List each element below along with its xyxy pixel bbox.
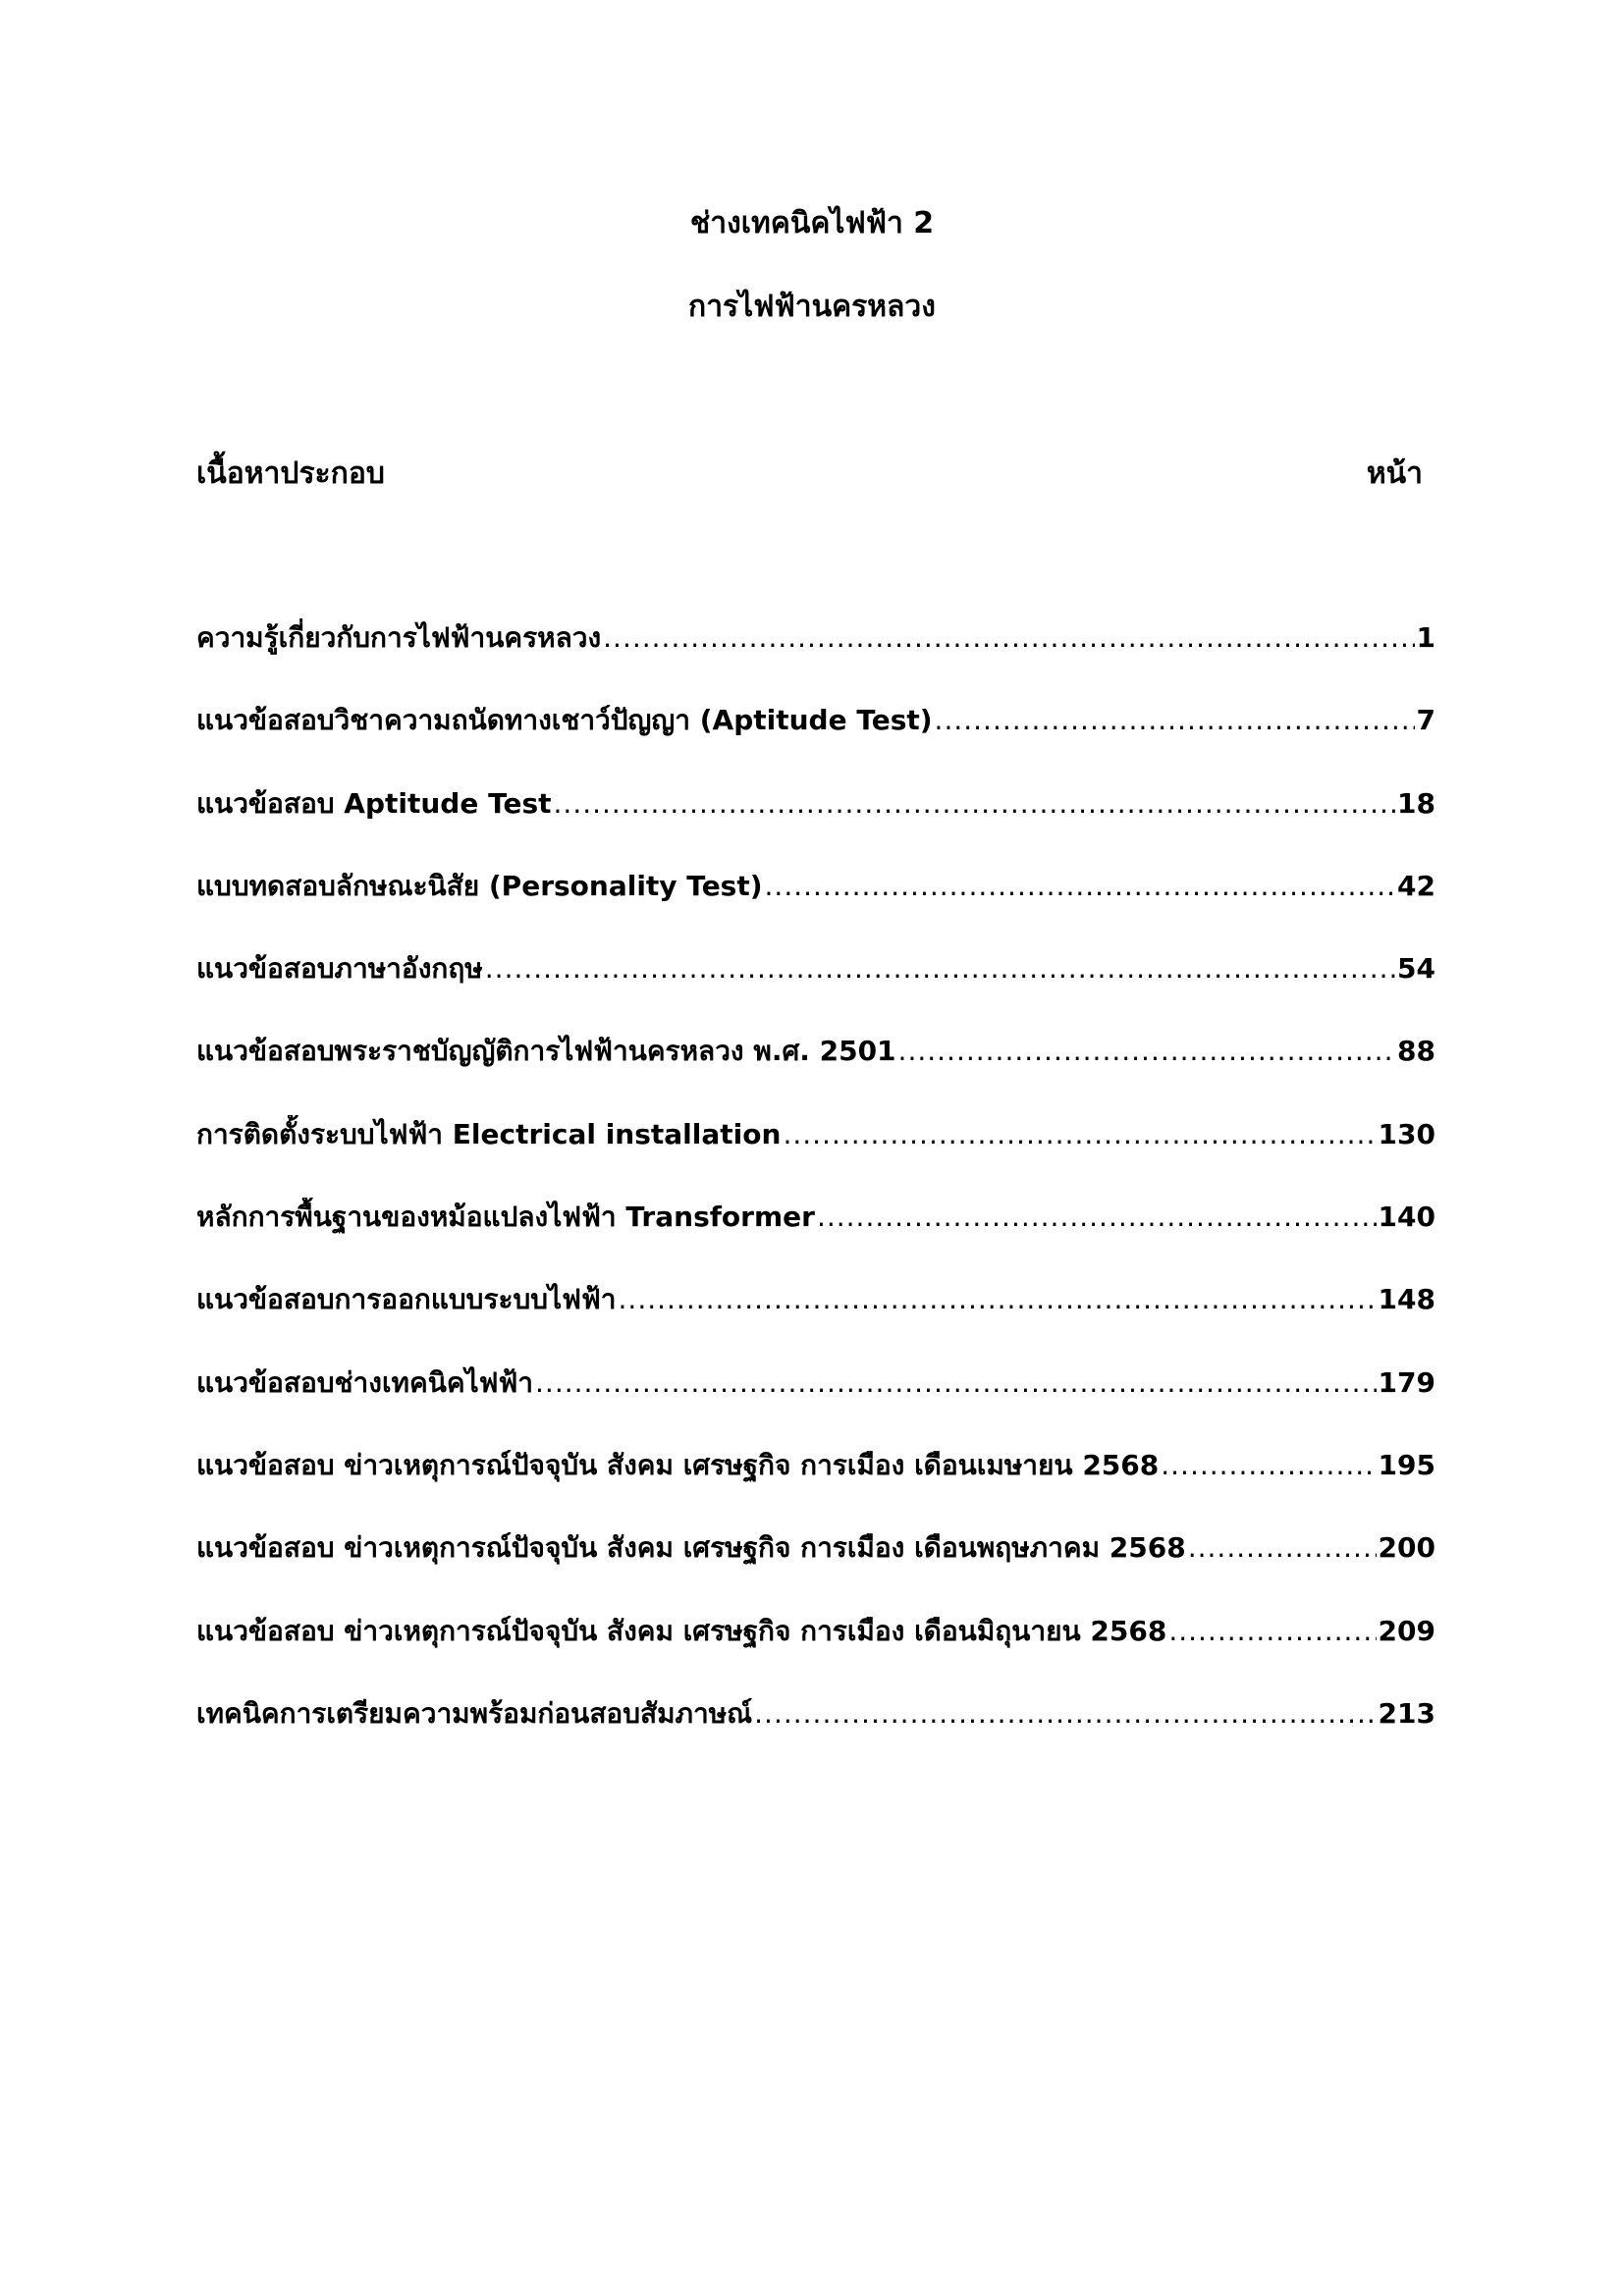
toc-contents-label: เนื้อหาประกอบ xyxy=(196,456,385,491)
toc-entry-title: แนวข้อสอบ ข่าวเหตุการณ์ปัจจุบัน สังคม เศรษฐกิจ การเมือง เดือนพฤษภาคม 2568 xyxy=(196,1531,1186,1565)
document-title: ช่างเทคนิคไฟฟ้า 2 xyxy=(689,206,935,240)
toc-entry-page: 213 xyxy=(1378,1696,1435,1730)
toc-entry[interactable] xyxy=(196,1115,1435,1198)
dot-leader xyxy=(1161,1446,1376,1485)
toc-entry[interactable] xyxy=(196,1694,1435,1777)
toc-entry-title: แนวข้อสอบ ข่าวเหตุการณ์ปัจจุบัน สังคม เศรษฐกิจ การเมือง เดือนมิถุนายน 2568 xyxy=(196,1614,1167,1647)
dot-leader xyxy=(817,1198,1377,1237)
document-subtitle: การไฟฟ้านครหลวง xyxy=(688,290,936,324)
toc-entry-title: หลักการพื้นฐานของหม้อแปลงไฟฟ้า Transformer xyxy=(196,1201,815,1234)
toc-entry-page: 200 xyxy=(1378,1531,1435,1565)
toc-entry-page: 130 xyxy=(1378,1117,1435,1150)
toc-entry[interactable] xyxy=(196,1528,1435,1611)
toc-entry[interactable] xyxy=(196,1280,1435,1362)
toc-entry-title: แนวข้อสอบการออกแบบระบบไฟฟ้า xyxy=(196,1283,617,1316)
toc-page-label: หน้า xyxy=(1366,456,1423,491)
toc-entry[interactable] xyxy=(196,784,1435,867)
toc-entry-page: 140 xyxy=(1378,1201,1435,1234)
toc-entry-page: 179 xyxy=(1378,1365,1435,1399)
toc-entry-title: แนวข้อสอบ Aptitude Test xyxy=(196,786,552,820)
toc-entry-page: 42 xyxy=(1397,869,1435,902)
toc-entry-page: 1 xyxy=(1416,621,1435,654)
toc-entry-title: แนวข้อสอบวิชาความถนัดทางเชาว์ปัญญา (Aptitude Test) xyxy=(196,704,933,737)
toc-entry[interactable] xyxy=(196,1363,1435,1446)
toc-entry-title: แนวข้อสอบภาษาอังกฤษ xyxy=(196,952,483,986)
dot-leader xyxy=(603,618,1414,658)
toc-entry-title: แบบทดสอบลักษณะนิสัย (Personality Test) xyxy=(196,869,763,902)
dot-leader xyxy=(1188,1528,1377,1568)
dot-leader xyxy=(619,1280,1377,1319)
toc-entry[interactable] xyxy=(196,1032,1435,1114)
dot-leader xyxy=(1168,1612,1376,1651)
toc-entry[interactable] xyxy=(196,1446,1435,1528)
dot-leader xyxy=(754,1694,1376,1734)
toc-entry[interactable] xyxy=(196,867,1435,949)
toc-entry-title: ความรู้เกี่ยวกับการไฟฟ้านครหลวง xyxy=(196,621,602,654)
toc-entry[interactable] xyxy=(196,1612,1435,1694)
toc-entry-page: 18 xyxy=(1397,786,1435,820)
toc-entry[interactable] xyxy=(196,618,1435,701)
toc-entry[interactable] xyxy=(196,701,1435,783)
toc-entry[interactable] xyxy=(196,1198,1435,1280)
dot-leader xyxy=(485,949,1395,988)
toc-entry-page: 209 xyxy=(1378,1614,1435,1647)
toc-entry-title: การติดตั้งระบบไฟฟ้า Electrical installation xyxy=(196,1117,782,1150)
dot-leader xyxy=(898,1032,1395,1071)
toc-entry-page: 7 xyxy=(1416,704,1435,737)
toc-entry-page: 54 xyxy=(1397,952,1435,986)
toc-entry-page: 88 xyxy=(1397,1035,1435,1068)
toc-entry[interactable] xyxy=(196,949,1435,1032)
toc-entry-title: แนวข้อสอบช่างเทคนิคไฟฟ้า xyxy=(196,1365,534,1399)
dot-leader xyxy=(783,1115,1376,1154)
toc-entry-page: 195 xyxy=(1378,1448,1435,1481)
toc-entry-title: แนวข้อสอบพระราชบัญญัติการไฟฟ้านครหลวง พ.ศ. 2501 xyxy=(196,1035,896,1068)
toc-entry-title: เทคนิคการเตรียมความพร้อมก่อนสอบสัมภาษณ์ xyxy=(196,1696,753,1730)
dot-leader xyxy=(554,784,1396,824)
toc-entry-title: แนวข้อสอบ ข่าวเหตุการณ์ปัจจุบัน สังคม เศรษฐกิจ การเมือง เดือนเมษายน 2568 xyxy=(196,1448,1160,1481)
dot-leader xyxy=(535,1363,1377,1403)
dot-leader xyxy=(765,867,1396,906)
table-of-contents xyxy=(196,618,1435,1777)
dot-leader xyxy=(935,701,1415,740)
toc-entry-page: 148 xyxy=(1378,1283,1435,1316)
